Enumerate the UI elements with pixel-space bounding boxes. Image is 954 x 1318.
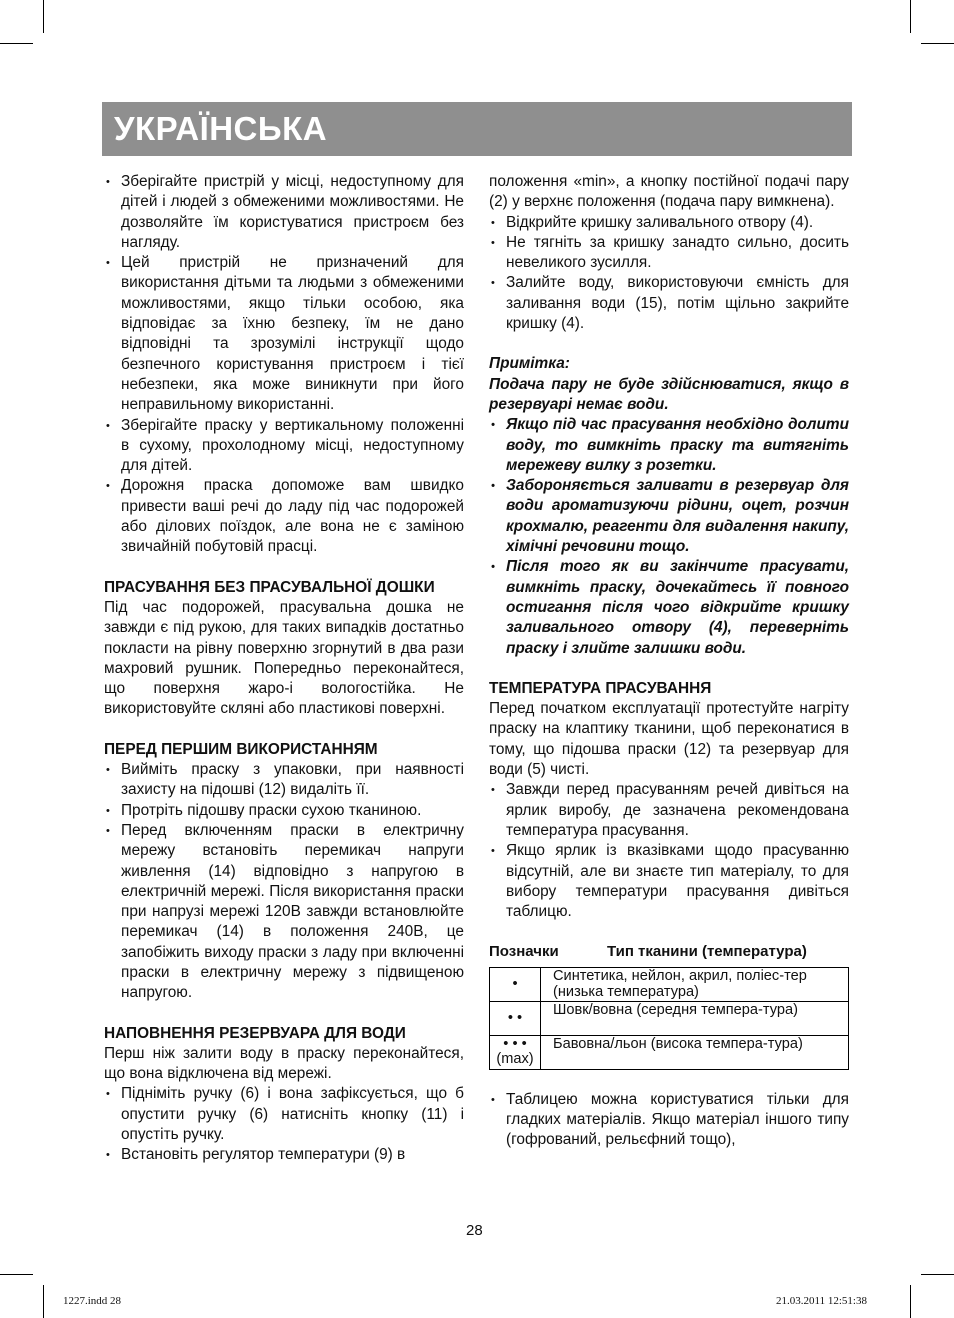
list-item: • Відкрийте кришку заливального отвору (4).	[489, 213, 849, 233]
crop-mark	[921, 1274, 954, 1275]
list-item: • Зберігайте пристрій у місці, недоступному для дітей і людей з обмеженими можливостями. Не дозволяйте їм користуватися пристроєм без нагляду.	[104, 172, 464, 253]
footer-file: 1227.indd 28	[63, 1295, 122, 1307]
table-row	[490, 1035, 849, 1069]
fabric-type: Синтетика, нейлон, акрил, поліес-тер (низька температура)	[541, 967, 849, 1001]
list-item: • Протріть підошву праски сухою тканиною.	[104, 801, 464, 821]
language-banner	[102, 102, 852, 156]
table-row	[490, 967, 849, 1001]
crop-mark	[43, 0, 44, 33]
right-column	[489, 172, 849, 1151]
crop-mark	[910, 0, 911, 33]
footer-timestamp: 21.03.2011 12:51:38	[776, 1295, 867, 1307]
list-item: • Залийте воду, використовуючи ємність для заливання води (15), потім щільно закрийте кришку (4).	[489, 273, 849, 334]
crop-mark	[0, 1274, 33, 1275]
note-item: • Забороняється заливати в резервуар для води ароматизуючи рідини, оцет, розчин крохмалю, реагенти для видалення накипу, хімічні речовини тощо.	[489, 476, 849, 557]
table-header	[489, 942, 849, 962]
section-heading: НАПОВНЕННЯ РЕЗЕРВУАРА ДЛЯ ВОДИ	[104, 1024, 406, 1042]
note-text: Подача пару не буде здійснюватися, якщо в резервуарі немає води.	[489, 375, 849, 413]
fabric-type: Бавовна/льон (висока темпера-тура)	[541, 1035, 849, 1069]
crop-mark	[921, 43, 954, 44]
list-item: • Не тягніть за кришку занадто сильно, досить невеликого зусилля.	[489, 233, 849, 274]
section-heading: ПЕРЕД ПЕРШИМ ВИКОРИСТАННЯМ	[104, 740, 378, 758]
temperature-symbol: •	[490, 967, 541, 1001]
list-item: • Таблицею можна користуватися тільки для гладких матеріалів. Якщо матеріал іншого типу (гофрований, рельєфний тощо),	[489, 1090, 849, 1151]
table-column-header: Позначки	[489, 943, 559, 961]
list-item: • Зберігайте праску у вертикальному положенні в сухому, прохолодному місці, недоступному для дітей.	[104, 416, 464, 477]
left-column	[104, 172, 464, 1166]
note-title: Примітка:	[489, 355, 570, 373]
max-label: (max)	[496, 1051, 534, 1068]
list-item: • Цей пристрій не призначений для використання дітьми та людьми з обмеженими можливостями, якщо тільки особою, яка відповідає за їхню безпеку, їм не дано відповідні та зрозумілі інструкції щодо безпечного користування пристроєм і тієї небезпеки, яка може виникнути при його неправильному використанні.	[104, 253, 464, 415]
language-title: УКРАЇНСЬКА	[114, 110, 328, 147]
temperature-symbol: • • • (max)	[490, 1035, 541, 1069]
temperature-symbol: • •	[490, 1001, 541, 1035]
section-heading: ТЕМПЕРАТУРА ПРАСУВАННЯ	[489, 679, 712, 697]
paragraph: положення «min», а кнопку постійної подачі пару (2) у верхнє положення (подача пару вимкнена).	[489, 173, 849, 211]
paragraph: Перед початком експлуатації протестуйте нагріту праску на клаптику тканини, щоб переконатися в тому, що підошва праски (12) та резервуар для води (5) чисті.	[489, 700, 849, 779]
paragraph: Перш ніж залити воду в праску переконайтеся, що вона відключена від мережі.	[104, 1044, 464, 1083]
list-item: • Вийміть праску з упаковки, при наявності захисту на підошві (12) видаліть її.	[104, 760, 464, 801]
page-number: 28	[466, 1222, 483, 1239]
note-item: • Після того як ви закінчите прасувати, вимкніть праску, дочекайтесь її повного остигання після чого відкрийте кришку заливального отвору (4), переверніть праску і злийте залишки води.	[489, 557, 849, 658]
crop-mark	[910, 1285, 911, 1318]
list-item: • Якщо ярлик із вказівками щодо прасуванню відсутній, але ви знаєте тип матеріалу, то для вибору температури прасування дивіться таблицю.	[489, 841, 849, 922]
list-item: • Підніміть ручку (6) і вона зафіксується, що б опустити ручку (6) натисніть кнопку (11) і опустіть ручку.	[104, 1084, 464, 1145]
list-item: • Дорожня праска допоможе вам швидко привести ваші речі до ладу під час подорожей або ділових поїздок, але вона не є заміною звичайній побутовій прасці.	[104, 476, 464, 557]
list-item: • Завжди перед прасуванням речей дивіться на ярлик виробу, де зазначена рекомендована температура прасування.	[489, 780, 849, 841]
crop-mark	[0, 43, 33, 44]
temperature-table	[489, 967, 849, 1070]
note-item: • Якщо під час прасування необхідно долити воду, то вимкніть праску та витягніть мережеву вилку з розетки.	[489, 415, 849, 476]
table-row	[490, 1001, 849, 1035]
table-column-header: Тип тканини (температура)	[607, 943, 807, 961]
crop-mark	[43, 1285, 44, 1318]
paragraph: Під час подорожей, прасувальна дошка не завжди є під рукою, для таких випадків достатньо покласти на рівну поверхню згорнутий в два рази махровий рушник. Попередньо переконайтеся, що поверхня жаро-і вологостійка. Не використовуйте скляні або пластикові поверхні.	[104, 598, 464, 718]
section-heading: ПРАСУВАННЯ БЕЗ ПРАСУВАЛЬНОЇ ДОШКИ	[104, 578, 435, 596]
list-item: • Перед включенням праски в електричну мережу встановіть перемикач напруги живлення (14) відповідно з напругою в електричній мережі. Після використання праски при напрузі мережі 120В завжди встановлюйте перемикач (14) в положення 240В, це запобіжить виходу праски з ладу при включенні праски в електричну мережу з підвищеною напругою.	[104, 821, 464, 1004]
fabric-type: Шовк/вовна (середня темпера-тура)	[541, 1001, 849, 1035]
list-item: • Встановіть регулятор температури (9) в	[104, 1145, 464, 1165]
